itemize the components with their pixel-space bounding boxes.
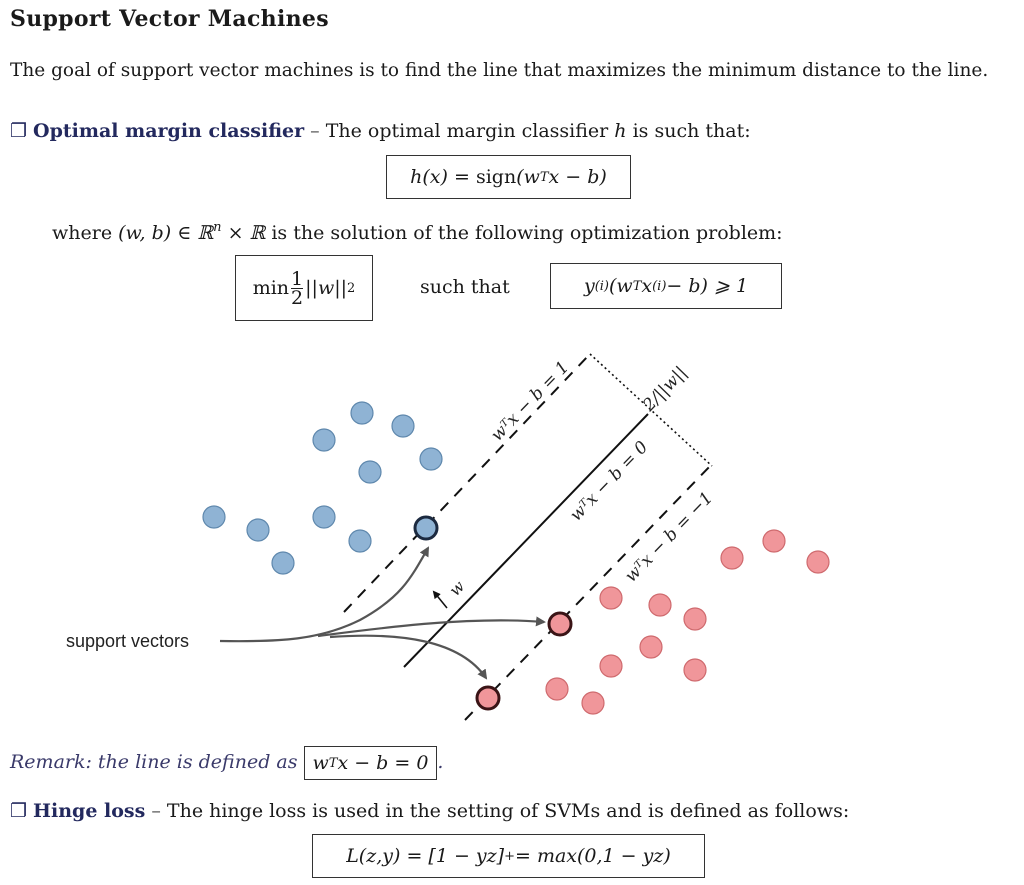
objective-min: min: [252, 277, 290, 299]
section-text-after: is such that:: [632, 120, 751, 142]
normal-vector-arrow: [434, 592, 447, 608]
red-point: [684, 608, 706, 630]
where-math: (w, b) ∈ ℝ: [118, 222, 214, 244]
objective-square: 2: [347, 280, 356, 296]
red-point: [684, 659, 706, 681]
remark-line: [10, 746, 443, 780]
blue-point: [247, 519, 269, 541]
upper-margin-line: [344, 354, 590, 612]
blue-support-vector: [415, 517, 437, 539]
blue-point: [392, 415, 414, 437]
where-math2: × ℝ: [227, 222, 266, 244]
dash: –: [310, 120, 320, 142]
blue-point: [420, 448, 442, 470]
remark-text: Remark: the line is defined as: [10, 751, 298, 773]
remark-formula-sup: T: [328, 755, 338, 771]
formula-lhs: h(x) =: [410, 166, 470, 188]
symbol-h: h: [614, 120, 627, 142]
formula-sup: T: [539, 169, 549, 185]
margin-label: 2/||w||: [639, 362, 692, 416]
red-point: [600, 655, 622, 677]
remark-formula-box: [304, 746, 438, 780]
constraint-sup-t: T: [632, 278, 642, 294]
section-text: The hinge loss is used in the setting of SVMs and is defined as follows:: [166, 800, 850, 822]
blue-point: [203, 506, 225, 528]
support-vectors-label: support vectors: [66, 631, 190, 651]
constraint-x: x: [641, 275, 653, 297]
normal-vector-label: w: [445, 576, 469, 600]
hinge-formula-a: L(z,y) = [1 − yz]: [346, 845, 505, 867]
red-point: [807, 551, 829, 573]
blue-point: [313, 506, 335, 528]
red-point: [600, 587, 622, 609]
upper-line-label: wᵀx − b = 1: [487, 357, 574, 446]
red-point: [546, 678, 568, 700]
blue-point: [351, 402, 373, 424]
constraint-y: y: [583, 275, 595, 297]
red-support-vector: [549, 613, 571, 635]
blue-point: [313, 429, 335, 451]
blue-point: [359, 461, 381, 483]
red-support-vector: [477, 687, 499, 709]
formula-open: (w: [516, 166, 540, 188]
constraint-mid: (w: [609, 275, 633, 297]
intro-paragraph: The goal of support vector machines is to find the line that maximizes the minimum distance to the line.: [10, 60, 989, 81]
fraction-numerator: 1: [291, 267, 304, 290]
arrow-to-red-support-vector-2: [330, 636, 486, 678]
constraint-sup-i: (i): [594, 278, 610, 294]
formula-rest: x − b): [548, 166, 607, 188]
checkbox-square-icon: ❐: [10, 120, 28, 142]
section-heading: Hinge loss: [33, 800, 146, 822]
checkbox-square-icon: ❐: [10, 800, 28, 822]
red-point: [640, 636, 662, 658]
objective-norm: ||w||: [305, 277, 348, 299]
remark-formula-b: x − b = 0: [337, 752, 429, 774]
where-prefix: where: [52, 222, 113, 244]
fraction-denominator: 2: [291, 286, 304, 309]
section-hinge-loss: [10, 800, 849, 822]
remark-formula-a: w: [312, 752, 329, 774]
blue-point: [349, 530, 371, 552]
constraint-sup-i2: (i): [652, 278, 667, 294]
section-text-before: The optimal margin classifier: [325, 120, 609, 142]
such-that-label: such that: [420, 276, 510, 298]
red-point: [649, 594, 671, 616]
remark-end: .: [437, 751, 444, 773]
decision-boundary-line: [404, 414, 648, 667]
red-point: [582, 692, 604, 714]
middle-line-label: wᵀx − b = 0: [566, 437, 653, 526]
red-point: [721, 547, 743, 569]
dash: –: [151, 800, 161, 822]
lower-line-label: wᵀx − b = −1: [621, 488, 718, 587]
where-sup: n: [213, 220, 222, 235]
formula-sign: sign: [475, 166, 517, 188]
where-suffix: is the solution of the following optimization problem:: [271, 222, 783, 244]
hinge-formula-sub: +: [504, 848, 515, 864]
section-heading: Optimal margin classifier: [33, 120, 305, 142]
hinge-formula-b: = max(0,1 − yz): [514, 845, 671, 867]
page-title: Support Vector Machines: [10, 6, 329, 32]
blue-point: [272, 552, 294, 574]
hinge-loss-formula-box: [312, 834, 705, 878]
red-point: [763, 530, 785, 552]
constraint-end: − b) ⩾ 1: [666, 275, 749, 297]
